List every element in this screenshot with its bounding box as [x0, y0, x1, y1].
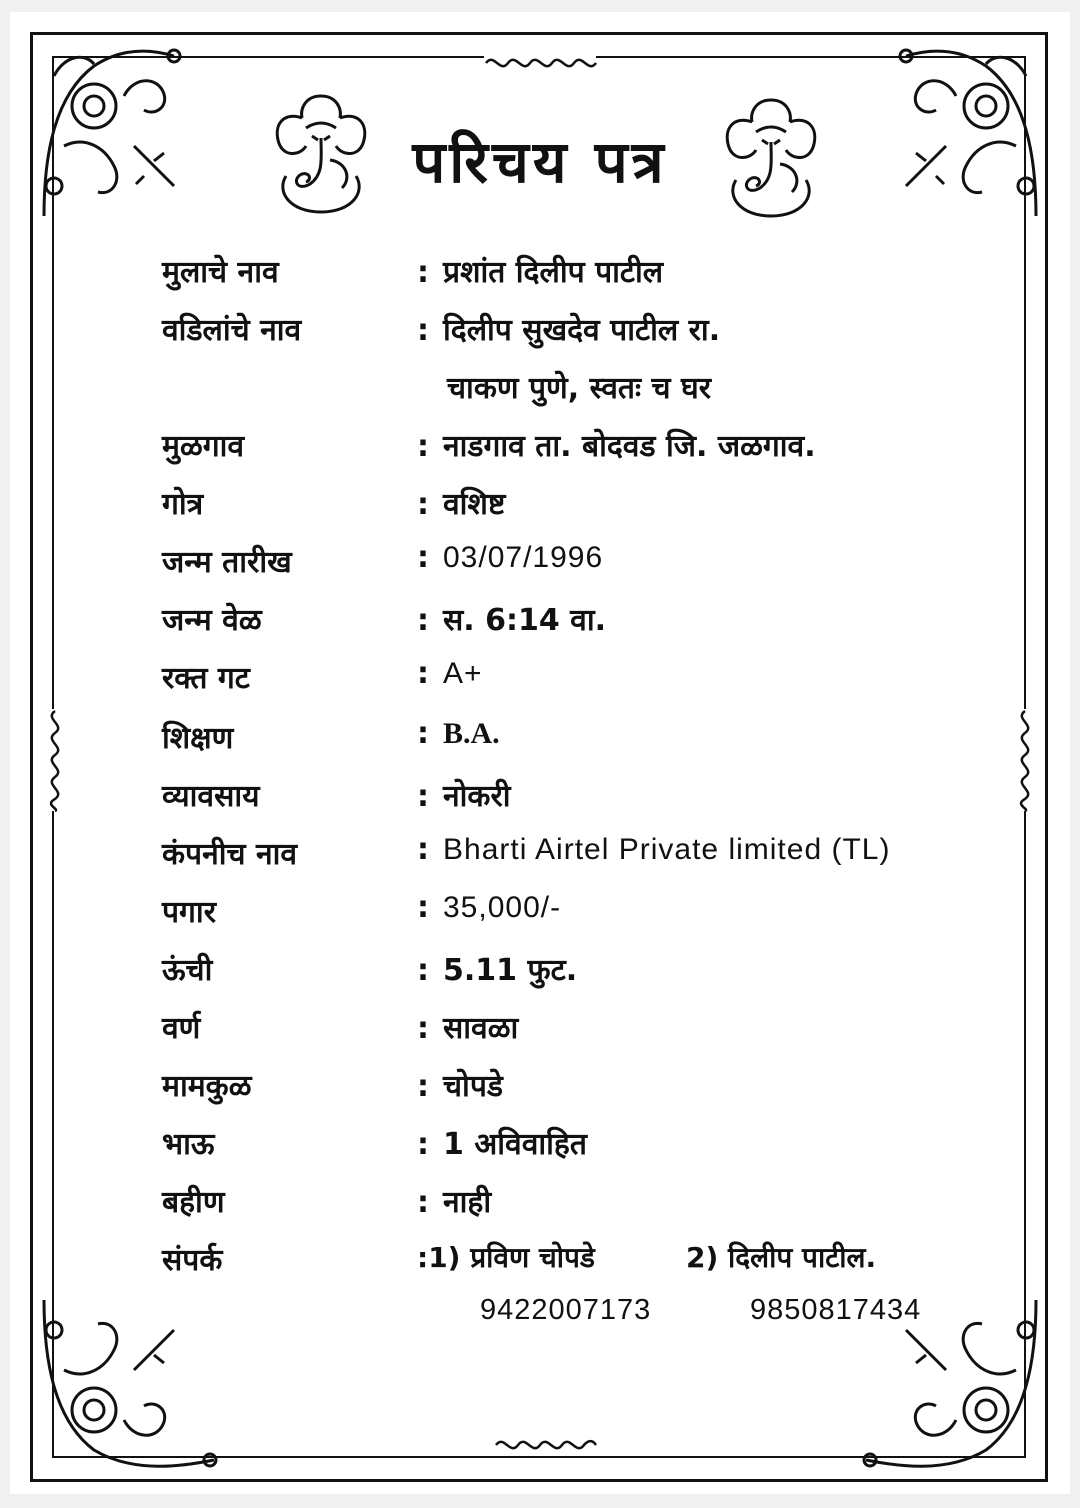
field-row-education [162, 716, 1032, 766]
field-label: मुलाचे नाव [162, 255, 279, 290]
top-scroll-ornament [480, 50, 600, 76]
field-value-group: : चोपडे [417, 1069, 503, 1104]
contact-phone-1: 9422007173 [480, 1294, 652, 1326]
field-value: नाही [443, 1185, 492, 1220]
field-row-birth-time [162, 598, 1032, 648]
field-value-group: : 5.11 फुट. [417, 953, 578, 988]
field-label: मामकुळ [162, 1069, 252, 1104]
field-label: जन्म तारीख [162, 545, 292, 580]
field-row-brother [162, 1122, 1032, 1172]
field-value: नाडगाव ता. बोदवड जि. जळगाव. [443, 429, 816, 464]
field-label: गोत्र [162, 487, 204, 522]
field-label: पगार [162, 895, 216, 930]
field-value: प्रशांत दिलीप पाटील [443, 255, 664, 290]
field-value-group: : नोकरी [417, 779, 511, 814]
field-row-father-continued [162, 366, 1032, 416]
field-value: नोकरी [443, 779, 511, 814]
field-value-group: : 1 अविवाहित [417, 1127, 587, 1162]
field-label: शिक्षण [162, 721, 234, 756]
field-value-group: : दिलीप सुखदेव पाटील रा. [417, 313, 721, 348]
field-row-name [162, 250, 1032, 300]
field-value: 03/07/1996 [443, 541, 604, 574]
field-value-group: : Bharti Airtel Private limited (TL) [417, 832, 891, 867]
contact-person-1: :1) प्रविण चोपडे [417, 1241, 595, 1274]
field-label: मुळगाव [162, 429, 245, 464]
field-value-group: : प्रशांत दिलीप पाटील [417, 255, 664, 290]
field-value: वशिष्ट [443, 487, 506, 522]
field-value: 5.11 फुट. [443, 953, 578, 988]
field-label: व्यावसाय [162, 779, 260, 814]
field-row-company [162, 832, 1032, 882]
bottom-scroll-ornament [490, 1432, 600, 1458]
contact-phone-2: 9850817434 [750, 1294, 922, 1326]
field-label: बहीण [162, 1185, 225, 1220]
field-value-group: : 03/07/1996 [417, 540, 604, 575]
field-row-complexion [162, 1006, 1032, 1056]
field-value: 35,000/- [443, 891, 562, 924]
field-row-contact [162, 1238, 1032, 1288]
field-value-group: : वशिष्ट [417, 487, 506, 522]
field-value: चोपडे [443, 1069, 503, 1104]
field-label: ऊंची [162, 953, 213, 988]
field-row-gotra [162, 482, 1032, 532]
field-row-maternal-family [162, 1064, 1032, 1114]
field-row-blood-group [162, 656, 1032, 706]
field-label: रक्त गट [162, 661, 250, 696]
field-value-group: : सावळा [417, 1011, 519, 1046]
field-value: 1 अविवाहित [443, 1127, 587, 1162]
field-label: कंपनीच नाव [162, 837, 298, 872]
field-row-sister [162, 1180, 1032, 1230]
field-row-birth-date [162, 540, 1032, 590]
field-value: Bharti Airtel Private limited (TL) [443, 833, 891, 866]
left-scroll-ornament [40, 705, 70, 815]
page-title: परिचय पत्र [412, 128, 668, 196]
field-row-contact-phones [162, 1294, 1032, 1344]
field-value-continuation: चाकण पुणे, स्वतः च घर [447, 371, 712, 406]
field-label: वडिलांचे नाव [162, 313, 302, 348]
field-label: भाऊ [162, 1127, 215, 1162]
field-row-native-place [162, 424, 1032, 474]
field-value: B.A. [443, 717, 500, 750]
field-label: वर्ण [162, 1011, 201, 1046]
field-value-group: : A+ [417, 656, 483, 691]
field-label: संपर्क [162, 1243, 223, 1278]
field-row-height [162, 948, 1032, 998]
field-row-salary [162, 890, 1032, 940]
field-label: जन्म वेळ [162, 603, 262, 638]
field-value: A+ [443, 657, 483, 690]
field-value: स. 6:14 वा. [443, 603, 607, 638]
field-value-group: : स. 6:14 वा. [417, 603, 607, 638]
field-value-group: : नाही [417, 1185, 492, 1220]
field-value-group: : 35,000/- [417, 890, 562, 925]
field-value: दिलीप सुखदेव पाटील रा. [443, 313, 721, 348]
field-row-father [162, 308, 1032, 358]
contact-person-2: 2) दिलीप पाटील. [686, 1241, 877, 1274]
field-value-group: : नाडगाव ता. बोदवड जि. जळगाव. [417, 429, 816, 464]
field-value: सावळा [443, 1011, 519, 1046]
field-value-group: : B.A. [417, 716, 500, 751]
field-row-occupation [162, 774, 1032, 824]
